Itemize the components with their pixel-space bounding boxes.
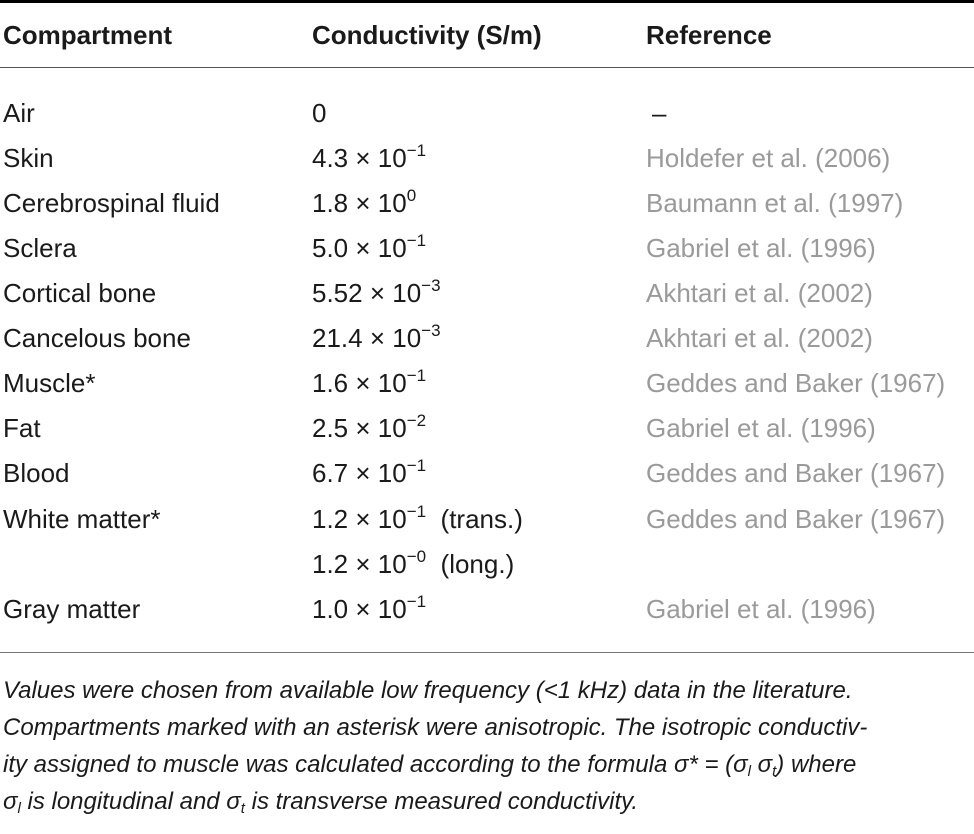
cell-conductivity: $1.6 \times 10^{-1}$	[312, 366, 427, 398]
cell-compartment: Blood	[3, 458, 70, 488]
cell-compartment: Cerebrospinal fluid	[3, 188, 220, 218]
cell-conductivity: $1.2 \times 10^{-0}$ (long.)	[312, 547, 515, 579]
cell-conductivity: $1.0 \times 10^{-1}$	[312, 592, 427, 624]
cell-reference: Gabriel et al. (1996)	[646, 413, 876, 443]
cell-compartment: Cancelous bone	[3, 323, 191, 353]
cell-compartment: Muscle*	[3, 368, 96, 398]
cell-conductivity: $2.5 \times 10^{-2}$	[312, 411, 427, 443]
table-footnote	[3, 672, 973, 820]
footnote-line-4: $\sigma_l$ is longitudinal and $\sigma_t$ is transverse measured conductivity.	[3, 788, 638, 817]
cell-reference: Akhtari et al. (2002)	[646, 278, 873, 308]
cell-reference: Gabriel et al. (1996)	[646, 233, 876, 263]
cell-conductivity: $21.4 \times 10^{-3}$	[312, 321, 441, 353]
header-conductivity: Conductivity (S/m)	[312, 20, 542, 50]
footnote-line-1: Values were chosen from available low frequency (<1 kHz) data in the literature.	[3, 677, 853, 704]
cell-reference: Akhtari et al. (2002)	[646, 323, 873, 353]
cell-conductivity: $1.2 \times 10^{-1}$ (trans.)	[312, 502, 523, 534]
cell-conductivity: $1.8 \times 10^0$	[312, 186, 417, 218]
cell-compartment: Sclera	[3, 233, 77, 263]
header-compartment: Compartment	[3, 20, 173, 50]
cell-reference: Geddes and Baker (1967)	[646, 368, 946, 398]
footnote-rule	[0, 652, 974, 653]
cell-compartment: White matter*	[3, 504, 161, 534]
cell-conductivity: $4.3 \times 10^{-1}$	[312, 141, 427, 173]
cell-compartment: Air	[3, 98, 35, 128]
cell-conductivity: 0	[312, 98, 327, 128]
cell-reference: Geddes and Baker (1967)	[646, 504, 946, 534]
cell-conductivity: $6.7 \times 10^{-1}$	[312, 456, 427, 488]
top-rule	[0, 0, 974, 3]
cell-compartment: Skin	[3, 143, 54, 173]
cell-conductivity: $5.52 \times 10^{-3}$	[312, 276, 441, 308]
header-reference: Reference	[646, 20, 772, 50]
cell-reference: –	[652, 98, 667, 128]
cell-conductivity: $5.0 \times 10^{-1}$	[312, 231, 427, 263]
cell-compartment: Gray matter	[3, 594, 141, 624]
cell-reference: Gabriel et al. (1996)	[646, 594, 876, 624]
cell-compartment: Cortical bone	[3, 278, 157, 308]
footnote-line-3: ity assigned to muscle was calculated according to the formula $\sigma* = (\sigma_l$ $\sigma_t$) where	[3, 751, 857, 780]
footnote-line-2: Compartments marked with an asterisk were anisotropic. The isotropic conductiv-	[3, 714, 868, 741]
header-rule	[0, 67, 974, 68]
cell-reference: Holdefer et al. (2006)	[646, 143, 891, 173]
cell-reference: Baumann et al. (1997)	[646, 188, 904, 218]
cell-reference: Geddes and Baker (1967)	[646, 458, 946, 488]
cell-compartment: Fat	[3, 413, 41, 443]
